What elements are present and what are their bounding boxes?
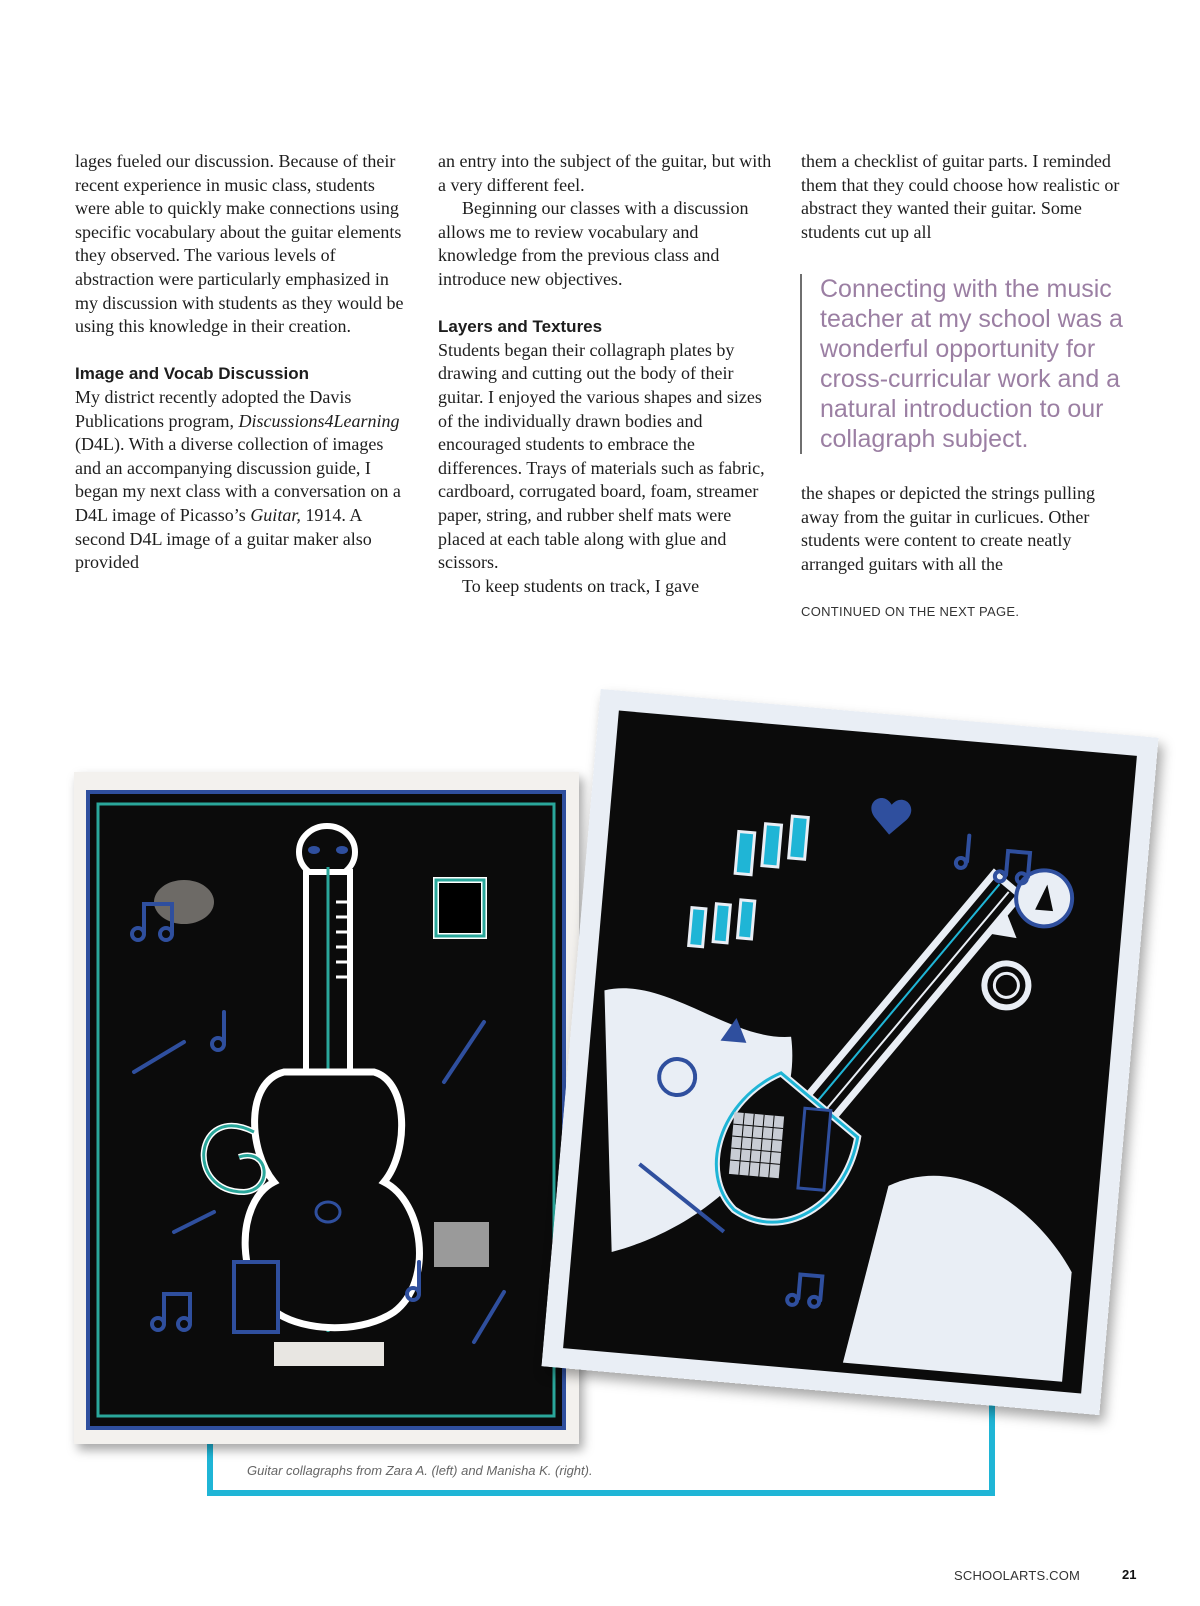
- paragraph: the shapes or depicted the strings pulling away from the guitar in curlicues. Other students were content to create neatly arranged guitars with all the: [801, 483, 1095, 574]
- section-heading: Image and Vocab Discussion: [75, 364, 309, 384]
- figure-caption: Guitar collagraphs from Zara A. (left) and Manisha K. (right).: [247, 1463, 593, 1478]
- article-column-3-continued: [801, 482, 1135, 576]
- article-column-1: [75, 150, 411, 575]
- paragraph: an entry into the subject of the guitar, but with a very different feel.: [438, 151, 772, 195]
- paragraph: Beginning our classes with a discussion allows me to review vocabulary and knowledge from the previous class and introduce new objectives.: [438, 198, 749, 289]
- article-column-3: [801, 150, 1135, 244]
- paragraph: To keep students on track, I gave: [462, 575, 700, 596]
- continued-notice: CONTINUED ON THE NEXT PAGE.: [801, 604, 1020, 619]
- paragraph: lages fueled our discussion. Because of their recent experience in music class, students were able to quickly make connections using specific vocabulary about the guitar elements they observed. The various levels of abstraction were particularly emphasized in my discussion with students as they would be using this knowledge in their creation.: [75, 151, 404, 337]
- artwork-left-guitar-collagraph: [74, 772, 579, 1444]
- paragraph: Students began their collagraph plates by drawing and cutting out the body of their guitar. I enjoyed the various shapes and sizes of the individually drawn bodies and encouraged students to embrace the differences. Trays of materials such as fabric, cardboard, corrugated board, foam, streamer paper, string, and rubber shelf mats were placed at each table along with glue and scissors.: [438, 339, 765, 573]
- guitar-print-left-image: [74, 772, 579, 1444]
- paragraph: My district recently adopted the Davis Publications program, Discussions4Learning (D4L). With a diverse collection of images and an accompanying discussion guide, I began my next class with a conversation on a D4L image of Picasso’s Guitar, 1914. A second D4L image of a guitar maker also provided: [75, 386, 401, 573]
- paragraph: them a checklist of guitar parts. I reminded them that they could choose how realistic or abstract they wanted their guitar. Some students cut up all: [801, 151, 1120, 242]
- page-number: 21: [1122, 1567, 1137, 1582]
- footer-site-link[interactable]: SCHOOLARTS.COM: [954, 1568, 1081, 1583]
- guitar-print-right-image: [541, 689, 1158, 1415]
- section-heading: Layers and Textures: [438, 317, 603, 337]
- pull-quote: Connecting with the music teacher at my school was a wonderful opportunity for cross-curricular work and a natural introduction to our collagraph subject.: [800, 274, 1140, 454]
- artwork-right-guitar-collagraph: [541, 689, 1158, 1415]
- article-column-2: [438, 150, 774, 598]
